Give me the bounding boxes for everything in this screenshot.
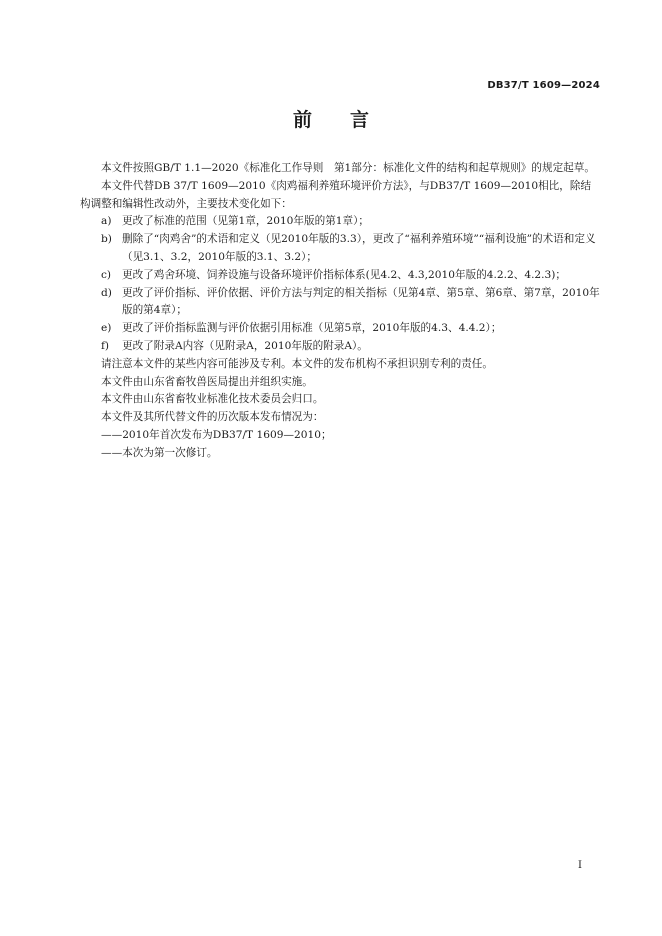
item-text: 更改了评价指标监测与评价依据引用标准（见第5章，2010年版的4.3、4.4.2）； xyxy=(122,322,502,335)
item-label: f) xyxy=(101,339,110,352)
item-label: a) xyxy=(101,215,112,228)
foreword-body xyxy=(80,160,600,463)
paragraph-patent-notice: 请注意本文件的某些内容可能涉及专利。本文件的发布机构不承担识别专利的责任。 xyxy=(101,357,493,370)
item-label: d) xyxy=(101,286,112,299)
item-text: 更改了评价指标、评价依据、评价方法与判定的相关指标（见第4章、第5章、第6章、第7章，2010年版的第4章）； xyxy=(122,286,600,317)
paragraph-proposer: 本文件由山东省畜牧兽医局提出并组织实施。 xyxy=(101,375,313,388)
paragraph-drafting-rules: 本文件按照GB/T 1.1—2020《标准化工作导则 第1部分：标准化文件的结构和起草规则》的规定起草。 xyxy=(101,162,595,174)
item-text: 删除了“肉鸡舍”的术语和定义（见2010年版的3.3），更改了“福利养殖环境”“福利设施”的术语和定义（见3.1、3.2，2010年版的3.1、3.2）； xyxy=(122,233,596,263)
item-text: 更改了鸡舍环境、饲养设施与设备环境评价指标体系(见4.2、4.3,2010年版的4.2.2、4.2.3)； xyxy=(122,268,567,281)
change-item-d xyxy=(80,285,600,321)
item-text: 更改了附录A内容（见附录A，2010年版的附录A）。 xyxy=(122,339,368,352)
change-item-b xyxy=(80,231,600,267)
title-char-1: 前 xyxy=(292,109,312,131)
paragraph-centralized: 本文件由山东省畜牧业标准化技术委员会归口。 xyxy=(101,393,324,406)
change-item-f xyxy=(80,338,600,356)
change-item-e xyxy=(80,320,600,338)
paragraph-replacement: 本文件代替DB 37/T 1609—2010《肉鸡福利养殖环境评价方法》，与DB37/T 1609—2010相比，除结构调整和编辑性改动外，主要技术变化如下： xyxy=(80,179,592,210)
item-label: e) xyxy=(101,322,112,335)
title-char-2: 言 xyxy=(350,109,370,131)
page-number: I xyxy=(578,860,582,871)
change-item-c xyxy=(80,267,600,285)
history-item: ——2010年首次发布为DB37/T 1609—2010； xyxy=(101,428,332,441)
history-item: ——本次为第一次修订。 xyxy=(101,446,218,459)
paragraph-history-intro: 本文件及其所代替文件的历次版本发布情况为： xyxy=(101,411,324,424)
item-label: b) xyxy=(101,233,112,246)
item-label: c) xyxy=(101,268,112,281)
change-item-a xyxy=(80,213,600,231)
document-code: DB37/T 1609—2024 xyxy=(487,80,600,91)
item-text: 更改了标准的范围（见第1章，2010年版的第1章）； xyxy=(122,215,370,228)
page-title xyxy=(0,105,662,132)
